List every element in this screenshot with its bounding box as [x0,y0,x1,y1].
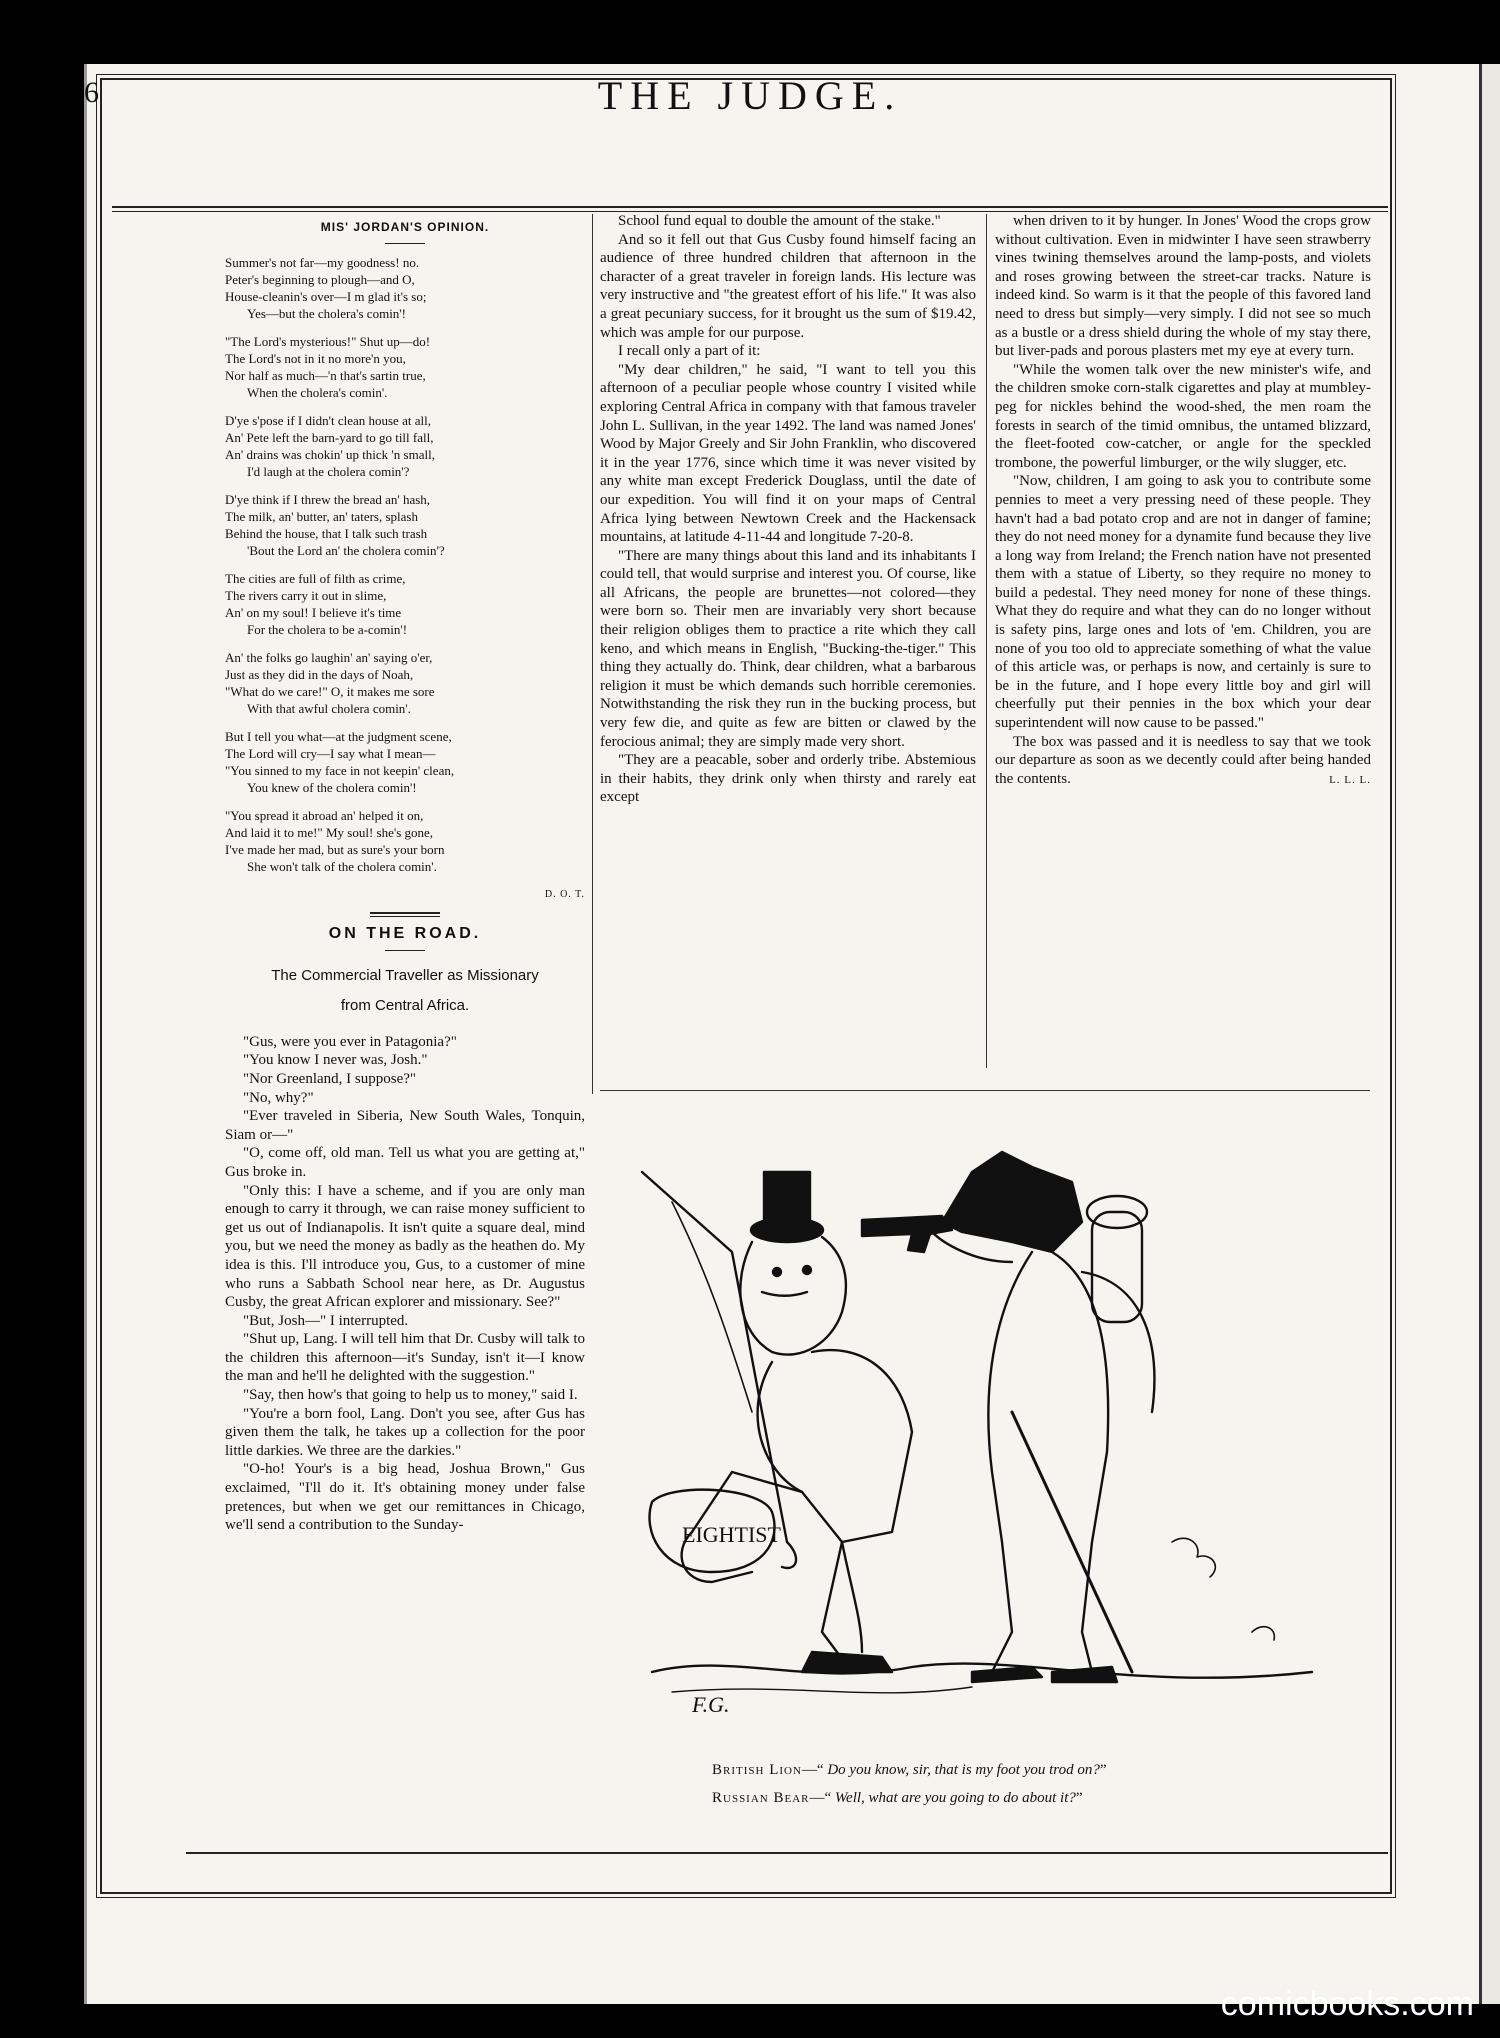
article-paragraph: "Nor Greenland, I suppose?" [243,1070,417,1087]
poem-line: When the cholera's comin'. [247,384,388,400]
poem-line: Yes—but the cholera's comin'! [247,305,406,321]
poem-line: With that awful cholera comin'. [247,700,411,716]
poem-line: D'ye s'pose if I didn't clean house at all, [225,412,431,428]
page-number: 6 [84,76,99,109]
article-paragraph: "Gus, were you ever in Patagonia?" [243,1033,457,1050]
poem-title: MIS' JORDAN'S OPINION. [320,220,490,234]
column-1 [225,218,585,1535]
poem-line: An' Pete left the barn-yard to go till fall, [225,429,434,445]
article-signature: L. L. L. [1329,774,1371,787]
article-body-col2 [600,212,976,807]
article-paragraph: "While the women talk over the new minister's wife, and the children smoke corn-stalk cigarettes and play at mumbley-peg for nickles behind the wood-shed, the men roam the forests in search of the timid omnibus, the untamed blizzard, the fleet-footed cow-catcher, or angle for the speckled trombone, the powerful limburger, or the wily slugger, etc. [995,361,1371,471]
poem-signature: D. O. T. [544,888,585,900]
caption-speaker-2: Russian Bear [712,1790,810,1806]
article-body-col3 [995,212,1371,788]
caption-line-2: Russian Bear—“ Well, what are you going to do about it?” [712,1790,1083,1806]
article-paragraph: "Shut up, Lang. I will tell him that Dr. Cusby will talk to the children this afternoon—it's Sunday, isn't it—I know the man and he'll he delighted with the suggestion." [225,1331,585,1385]
poem-stanza [225,570,585,638]
poem-line: The milk, an' butter, an' taters, splash [225,508,418,524]
poem-line: "You spread it abroad an' helped it on, [225,807,424,823]
short-rule [385,950,425,951]
illustration-top-rule [600,1090,1370,1091]
article-paragraph: "There are many things about this land and its inhabitants I could tell, that would surprise and interest you. Of course, like all Africans, the people are brunettes—not colored—they were born so. Their men are invariably very short because their religion obliges them to practice a rite which they call keno, and which means in English, "Bucking-the-tiger." This thing they actually do. Think, dear children, what a barbarous religion it must be which demands such horrible ceremonies. Notwithstanding the risk they run in the bucking process, but very few die, and quite as few are bitten or clawed by the ferocious animal; they are simply made very short. [600,547,976,750]
article-paragraph: "My dear children," he said, "I want to tell you this afternoon of a peculiar people whose country I visited while exploring Central Africa in company with that famous traveler John L. Sullivan, in the year 1492. The land was named Jones' Wood by Major Greely and Sir John Franklin, who discovered it in the year 1776, since which time it was never visited by any white man except Frederick Douglass, until the date of our expedition. You will find it on your maps of Central Africa lying between Newtown Creek and the Hackensack mountains, at latitude 4-11-44 and longitude 7-20-8. [600,361,976,546]
poem-line: I'd laugh at the cholera comin'? [247,463,410,479]
poem-line: The Lord will cry—I say what I mean— [225,745,436,761]
article-paragraph: when driven to it by hunger. In Jones' Wood the crops grow without cultivation. Even in midwinter I have seen strawberry vines twining themselves around the lamp-posts, and violets and roses growing between the street-car tracks. Nature is indeed kind. So warm is it that the people of this favored land need to dress but simply—very simply. I did not see so much as a bustle or a dress shield during the whole of my stay there, but liver-pads and porous plasters met my eye at every turn. [995,213,1371,360]
caption-text-2: Well, what are you going to do about it? [834,1790,1076,1806]
pistol [862,1216,952,1252]
poem-stanza [225,254,585,322]
short-rule [385,243,425,244]
article-paragraph: "Ever traveled in Siberia, New South Wales, Tonquin, Siam or—" [225,1108,585,1143]
poem-stanza [225,649,585,717]
poem-line: Behind the house, that I talk such trash [225,525,428,541]
poem-stanza [225,807,585,875]
article-paragraph: "Say, then how's that going to help us to money," said I. [243,1387,578,1404]
caption-text-1: Do you know, sir, that is my foot you trod on? [827,1762,1100,1778]
poem-line: You knew of the cholera comin'! [247,779,417,795]
poem-line: For the cholera to be a-comin'! [247,621,408,637]
bottom-rule [186,1852,1388,1854]
sack-label: EIGHTIST [682,1522,781,1547]
article-paragraph: School fund equal to double the amount of the stake." [618,213,941,229]
poem-line: Peter's beginning to plough—and O, [225,271,415,287]
adjacent-page-edge [1479,64,1500,2004]
article-paragraph: "Only this: I have a scheme, and if you are only man enough to carry it through, we can raise money sufficient to get us out of Indianapolis. It isn't quite a square deal, mind you, but we need the money as badly as the heathen do. My idea is this. I'll introduce you, Gus, to a customer of mine who runs a Sabbath School near here, as Dr. Augustus Cusby, the great African explorer and missionary. See?" [225,1182,585,1311]
column-3 [995,212,1371,790]
illustration-caption [712,1756,1107,1812]
poem-stanza [225,491,585,559]
article-paragraph: "But, Josh—" I interrupted. [243,1312,409,1329]
poem-line: Just as they did in the days of Noah, [225,666,414,682]
poem-line: "You sinned to my face in not keepin' clean, [225,762,455,778]
caption-speaker-1: British Lion [712,1762,802,1778]
article-paragraph: "No, why?" [243,1089,314,1106]
poem-line: An' the folks go laughin' an' saying o'er, [225,649,433,665]
article-paragraph: "They are a peacable, sober and orderly tribe. Abstemious in their habits, they drink only when thirsty and rarely eat except [600,752,976,806]
article-title: ON THE ROAD. [328,925,482,943]
article-body-col1 [225,1033,585,1535]
article-paragraph: "You know I never was, Josh." [243,1052,428,1069]
poem-line: House-cleanin's over—I m glad it's so; [225,288,427,304]
poem-line: But I tell you what—at the judgment scene, [225,728,452,744]
poem-line: The cities are full of filth as crime, [225,570,406,586]
poem-body [225,254,585,875]
russian-bear-figure [932,1152,1154,1682]
article-paragraph: And so it fell out that Gus Cusby found himself facing an audience of three hundred children that afternoon in the character of a great traveler in foreign lands. His lecture was very instructive and "the greatest effort of his life." It was also a great pecuniary success, for it brought us the sum of $19.42, which was ample for our purpose. [600,231,976,341]
poem-line: Nor half as much—'n that's sartin true, [225,367,426,383]
artist-signature: F.G. [692,1692,730,1717]
poem-line: The Lord's not in it no more'n you, [225,350,406,366]
poem-line: She won't talk of the cholera comin'. [247,858,437,874]
column-divider [592,214,593,1094]
section-rule [370,912,440,917]
column-divider [986,214,987,1068]
masthead-title: THE JUDGE. [597,73,903,118]
poem-line: And laid it to me!" My soul! she's gone, [225,824,434,840]
watermark: comicbooks.com [1220,1985,1474,2023]
article-paragraph: "O, come off, old man. Tell us what you are getting at," Gus broke in. [225,1145,585,1180]
poem-stanza [225,412,585,480]
poem-line: D'ye think if I threw the bread an' hash, [225,491,431,507]
article-subtitle-1: The Commercial Traveller as Missionary [271,966,539,984]
poem-line: "The Lord's mysterious!" Shut up—do! [225,333,431,349]
poem-stanza [225,728,585,796]
article-paragraph: "O-ho! Your's is a big head, Joshua Brown," Gus exclaimed, "I'll do it. It's obtaining money under false pretences, but when we get our remittances in Chicago, we'll send a contribution to the Sunday- [225,1461,585,1534]
poem-line: An' drains was chokin' up thick 'n small, [225,446,435,462]
poem-line: 'Bout the Lord an' the cholera comin'? [247,542,445,558]
poem-line: The rivers carry it out in slime, [225,587,387,603]
poem-line: An' on my soul! I believe it's time [225,604,402,620]
poem-line: I've made her mad, but as sure's your born [225,841,445,857]
poem-line: "What do we care!" O, it makes me sore [225,683,435,699]
article-paragraph: The box was passed and it is needless to say that we took our departure as soon as we decently could after being handed the contents. [995,733,1371,787]
poem-stanza [225,333,585,401]
article-paragraph: I recall only a part of it: [618,343,761,360]
article-paragraph: "You're a born fool, Lang. Don't you see, after Gus has given them the talk, he takes up a collection for the poor little darkies. We three are the darkies." [225,1405,585,1459]
caption-line-1: British Lion—“ Do you know, sir, that is my foot you trod on?” [712,1762,1107,1778]
british-lion-figure [682,1172,912,1672]
cartoon-illustration [612,1112,1372,1732]
poem-line: Summer's not far—my goodness! no. [225,254,420,270]
article-subtitle-2: from Central Africa. [340,996,470,1014]
article-paragraph: "Now, children, I am going to ask you to contribute some pennies to meet a very pressing need of these people. They havn't had a bad potato crop and are not in danger of famine; they do not need money for a dynamite fund because they live a long way from Ireland; the French nation have not presented them with a statue of Liberty, so they require no money to build a pedestal. They need money for none of these things. What they do require and what they can do no longer without is safety pins, large ones and lots of 'em. Children, you are none of you too old to appreciate something of what the value of this article was, or perhaps is now, and certainly is sure to be in the future, and I hope every little boy and girl will cheerfully put their pennies in the box which your dear superintendent will now cause to be passed." [995,473,1371,732]
